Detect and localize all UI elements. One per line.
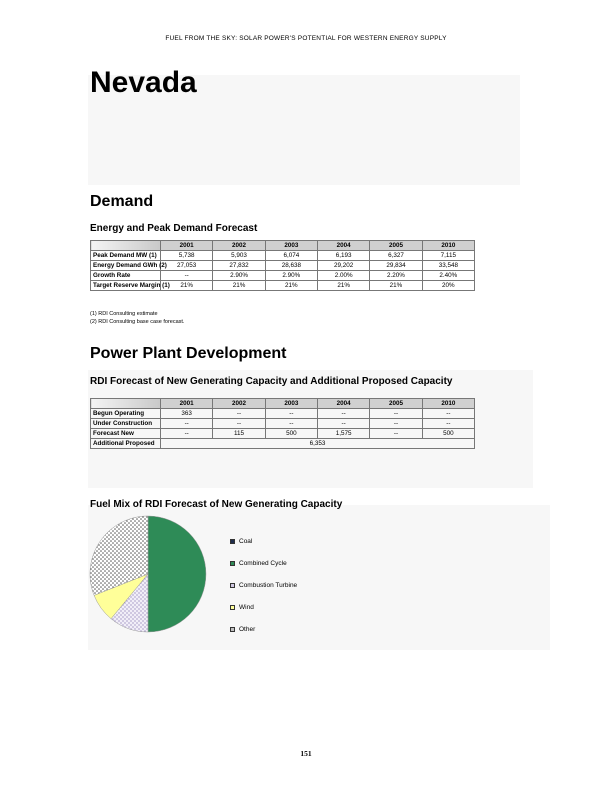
column-header: 2001 bbox=[161, 241, 213, 251]
table-cell: 5,738 bbox=[161, 251, 213, 261]
table-cell: 6,193 bbox=[317, 251, 369, 261]
table-cell: -- bbox=[370, 429, 422, 439]
table-notes bbox=[90, 310, 184, 326]
legend-label: Combustion Turbine bbox=[239, 581, 298, 589]
table-row bbox=[91, 251, 475, 261]
table-row bbox=[91, 271, 475, 281]
legend-label: Wind bbox=[239, 603, 254, 611]
table-cell: 500 bbox=[422, 429, 474, 439]
table-cell: 2.90% bbox=[265, 271, 317, 281]
column-header: 2005 bbox=[370, 241, 422, 251]
legend-swatch bbox=[230, 539, 235, 544]
row-label: Peak Demand MW (1) bbox=[91, 251, 161, 261]
column-header: 2001 bbox=[161, 399, 213, 409]
header-cell-blank bbox=[91, 399, 161, 409]
legend-item bbox=[230, 618, 297, 640]
capacity-forecast-table bbox=[90, 398, 475, 449]
fuel-mix-title: Fuel Mix of RDI Forecast of New Generating Capacity bbox=[90, 499, 343, 510]
table-row bbox=[91, 261, 475, 271]
table-cell: 363 bbox=[161, 409, 213, 419]
table-cell: 1,575 bbox=[317, 429, 369, 439]
table-cell: 33,548 bbox=[422, 261, 474, 271]
table-cell: -- bbox=[370, 409, 422, 419]
table-cell: 7,115 bbox=[422, 251, 474, 261]
table-cell: 27,832 bbox=[213, 261, 265, 271]
table-cell: 21% bbox=[317, 281, 369, 291]
fuel-mix-pie-chart bbox=[86, 512, 210, 636]
table-cell: 115 bbox=[213, 429, 265, 439]
table-cell: 20% bbox=[422, 281, 474, 291]
table-cell: -- bbox=[213, 409, 265, 419]
legend-swatch bbox=[230, 627, 235, 632]
table-row bbox=[91, 439, 475, 449]
column-header: 2002 bbox=[213, 399, 265, 409]
table-cell: 6,327 bbox=[370, 251, 422, 261]
column-header: 2004 bbox=[317, 399, 369, 409]
table-cell: 21% bbox=[370, 281, 422, 291]
row-label: Additional Proposed bbox=[91, 439, 161, 449]
table-cell: -- bbox=[317, 409, 369, 419]
table-row bbox=[91, 429, 475, 439]
row-label: Under Construction bbox=[91, 419, 161, 429]
row-label: Growth Rate bbox=[91, 271, 161, 281]
table-cell: -- bbox=[370, 419, 422, 429]
table-cell: 29,834 bbox=[370, 261, 422, 271]
table-cell: 28,638 bbox=[265, 261, 317, 271]
table-cell: 5,903 bbox=[213, 251, 265, 261]
legend-item bbox=[230, 530, 297, 552]
table-row bbox=[91, 419, 475, 429]
table-cell: 500 bbox=[265, 429, 317, 439]
table-row bbox=[91, 281, 475, 291]
table-cell-merged: 6,353 bbox=[161, 439, 475, 449]
footnote: (1) RDI Consulting estimate bbox=[90, 311, 158, 317]
demand-forecast-table bbox=[90, 240, 475, 291]
table-cell: 21% bbox=[265, 281, 317, 291]
pie-legend bbox=[230, 530, 297, 640]
capacity-table-title: RDI Forecast of New Generating Capacity and Additional Proposed Capacity bbox=[90, 376, 453, 387]
demand-table-title: Energy and Peak Demand Forecast bbox=[90, 223, 258, 234]
table-header-row bbox=[91, 241, 475, 251]
table-cell: -- bbox=[161, 271, 213, 281]
table-cell: -- bbox=[161, 419, 213, 429]
table-cell: -- bbox=[422, 419, 474, 429]
table-cell: 2.40% bbox=[422, 271, 474, 281]
legend-swatch bbox=[230, 583, 235, 588]
table-cell: -- bbox=[213, 419, 265, 429]
demand-heading: Demand bbox=[90, 193, 154, 210]
legend-item bbox=[230, 574, 297, 596]
table-cell: 27,053 bbox=[161, 261, 213, 271]
column-header: 2010 bbox=[422, 399, 474, 409]
table-cell: 21% bbox=[213, 281, 265, 291]
pie-slice-combined-cycle bbox=[148, 516, 206, 632]
column-header: 2004 bbox=[317, 241, 369, 251]
table-cell: -- bbox=[317, 419, 369, 429]
row-label: Forecast New bbox=[91, 429, 161, 439]
footnote: (2) RDI Consulting base case forecast. bbox=[90, 319, 185, 325]
table-cell: -- bbox=[265, 409, 317, 419]
table-cell: 6,074 bbox=[265, 251, 317, 261]
column-header: 2003 bbox=[265, 241, 317, 251]
column-header: 2005 bbox=[370, 399, 422, 409]
legend-label: Combined Cycle bbox=[239, 559, 287, 567]
column-header: 2010 bbox=[422, 241, 474, 251]
header-cell-blank bbox=[91, 241, 161, 251]
pie-svg bbox=[86, 512, 210, 636]
row-label: Energy Demand GWh (2) bbox=[91, 261, 161, 271]
table-cell: 2.90% bbox=[213, 271, 265, 281]
table-cell: 2.00% bbox=[317, 271, 369, 281]
row-label: Target Reserve Margin (1) bbox=[91, 281, 161, 291]
column-header: 2003 bbox=[265, 399, 317, 409]
page-number: 151 bbox=[300, 749, 312, 758]
legend-label: Coal bbox=[239, 537, 253, 545]
legend-item bbox=[230, 596, 297, 618]
table-cell: -- bbox=[422, 409, 474, 419]
legend-swatch bbox=[230, 605, 235, 610]
power-plant-heading: Power Plant Development bbox=[90, 345, 287, 362]
running-header: FUEL FROM THE SKY: SOLAR POWER'S POTENTIAL FOR WESTERN ENERGY SUPPLY bbox=[165, 35, 447, 42]
table-cell: 29,202 bbox=[317, 261, 369, 271]
legend-swatch bbox=[230, 561, 235, 566]
table-cell: 2.20% bbox=[370, 271, 422, 281]
table-cell: -- bbox=[265, 419, 317, 429]
page-title: Nevada bbox=[90, 66, 197, 99]
legend-label: Other bbox=[239, 625, 256, 633]
column-header: 2002 bbox=[213, 241, 265, 251]
table-cell: 21% bbox=[161, 281, 213, 291]
legend-item bbox=[230, 552, 297, 574]
table-cell: -- bbox=[161, 429, 213, 439]
table-header-row bbox=[91, 399, 475, 409]
table-row bbox=[91, 409, 475, 419]
row-label: Begun Operating bbox=[91, 409, 161, 419]
